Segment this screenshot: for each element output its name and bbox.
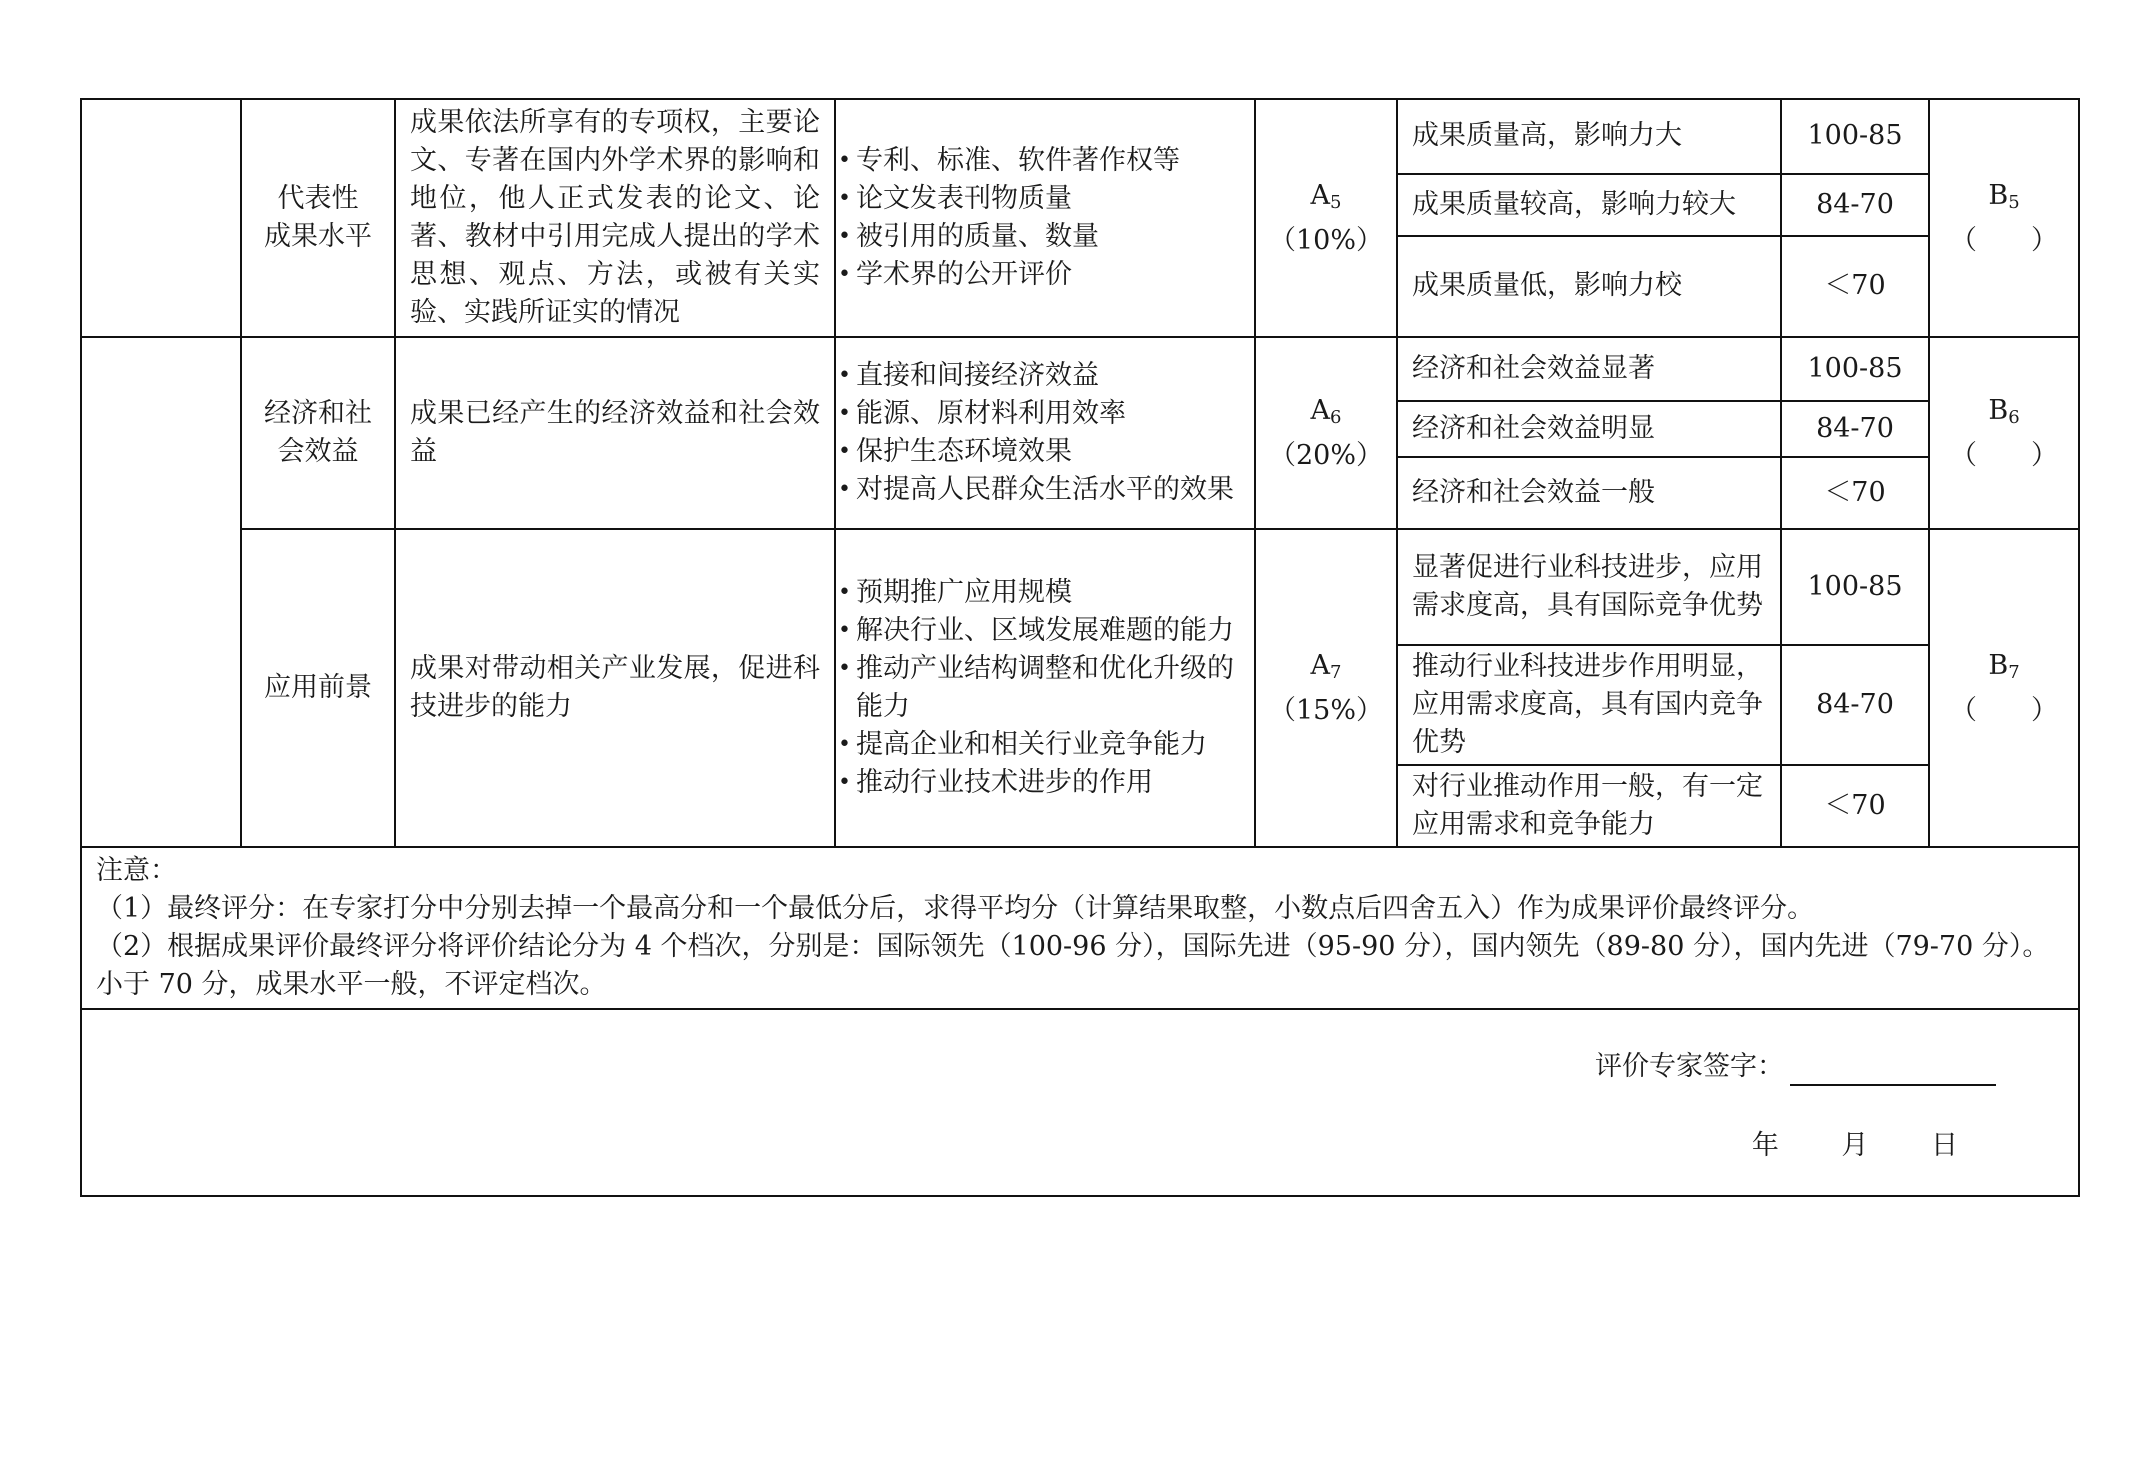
signature-row (1595, 1048, 1996, 1086)
criteria-score: 84-70 (1781, 174, 1929, 236)
criteria-text: 显著促进行业科技进步，应用需求度高，具有国际竞争优势 (1397, 529, 1781, 645)
desc-representative: 成果依法所享有的专项权，主要论文、专著在国内外学术界的影响和地位，他人正式发表的论文、论著、教材中引用完成人提出的学术思想、观点、方法，或被有关实验、实践所证实的情况 (395, 99, 835, 337)
criteria-text: 经济和社会效益显著 (1397, 337, 1781, 401)
notes-title: 注意： (96, 855, 177, 886)
item-application: 应用前景 (241, 529, 395, 847)
criteria-score: ＜70 (1781, 236, 1929, 337)
criteria-score: 100-85 (1781, 99, 1929, 174)
criteria-text: 成果质量高，影响力大 (1397, 99, 1781, 174)
desc-economic: 成果已经产生的经济效益和社会效益 (395, 337, 835, 529)
evaluation-form (80, 98, 2078, 1197)
point-item: • 推动行业技术进步的作用 (856, 764, 1248, 802)
signature-label: 评价专家签字： (1595, 1051, 1784, 1082)
criteria-score: 100-85 (1781, 529, 1929, 645)
desc-application: 成果对带动相关产业发展，促进科技进步的能力 (395, 529, 835, 847)
point-item: • 对提高人民群众生活水平的效果 (856, 471, 1248, 509)
criteria-text: 对行业推动作用一般，有一定应用需求和竞争能力 (1397, 765, 1781, 847)
weight-a7: $A_7$ （15%） (1255, 529, 1397, 847)
criteria-score: ＜70 (1781, 457, 1929, 529)
group-cell-empty (81, 99, 241, 337)
notes-line-2: （2）根据成果评价最终评分将评价结论分为 4 个档次，分别是：国际领先（100-96 分），国际先进（95-90 分），国内领先（89-80 分），国内先进（79-70 分）。小于 70 分，成果水平一般，不评定档次。 (96, 931, 2050, 1000)
signature-cell (81, 1009, 2079, 1196)
notes-line-1: （1）最终评分：在专家打分中分别去掉一个最高分和一个最低分后，求得平均分（计算结果取整，小数点后四舍五入）作为成果评价最终评分。 (96, 893, 1815, 924)
criteria-text: 推动行业科技进步作用明显，应用需求度高，具有国内竞争优势 (1397, 645, 1781, 765)
point-item: • 论文发表刊物质量 (856, 180, 1248, 218)
score-b6[interactable]: $B_6$ （ ） (1929, 337, 2079, 529)
points-representative (835, 99, 1255, 337)
criteria-score: ＜70 (1781, 765, 1929, 847)
criteria-score: 84-70 (1781, 401, 1929, 457)
point-item: • 保护生态环境效果 (856, 433, 1248, 471)
signature-line[interactable] (1790, 1058, 1996, 1086)
group-transform (81, 337, 241, 847)
item-economic: 经济和社 会效益 (241, 337, 395, 529)
criteria-score: 100-85 (1781, 337, 1929, 401)
evaluation-table (80, 98, 2080, 1197)
criteria-text: 成果质量低，影响力校 (1397, 236, 1781, 337)
date-day: 日 (1931, 1130, 1958, 1161)
point-item: • 专利、标准、软件著作权等 (856, 142, 1248, 180)
point-item: • 学术界的公开评价 (856, 256, 1248, 294)
score-b7[interactable]: $B_7$ （ ） (1929, 529, 2079, 847)
point-item: • 被引用的质量、数量 (856, 218, 1248, 256)
criteria-text: 成果质量较高，影响力较大 (1397, 174, 1781, 236)
date-year: 年 (1751, 1130, 1779, 1161)
weight-a5: $A_5$ （10%） (1255, 99, 1397, 337)
point-item: • 解决行业、区域发展难题的能力 (856, 612, 1248, 650)
point-item: • 能源、原材料利用效率 (856, 395, 1248, 433)
points-economic (835, 337, 1255, 529)
criteria-text: 经济和社会效益明显 (1397, 401, 1781, 457)
score-b5[interactable]: $B_5$ （ ） (1929, 99, 2079, 337)
item-representative: 代表性 成果水平 (241, 99, 395, 337)
point-item: • 直接和间接经济效益 (856, 357, 1248, 395)
points-application (835, 529, 1255, 847)
point-item: • 预期推广应用规模 (856, 574, 1248, 612)
date-row (1752, 1127, 1958, 1165)
criteria-text: 经济和社会效益一般 (1397, 457, 1781, 529)
point-item: • 推动产业结构调整和优化升级的能力 (856, 650, 1248, 726)
date-month: 月 (1841, 1130, 1869, 1161)
point-item: • 提高企业和相关行业竞争能力 (856, 726, 1248, 764)
notes-cell (81, 847, 2079, 1009)
criteria-score: 84-70 (1781, 645, 1929, 765)
weight-a6: $A_6$ （20%） (1255, 337, 1397, 529)
